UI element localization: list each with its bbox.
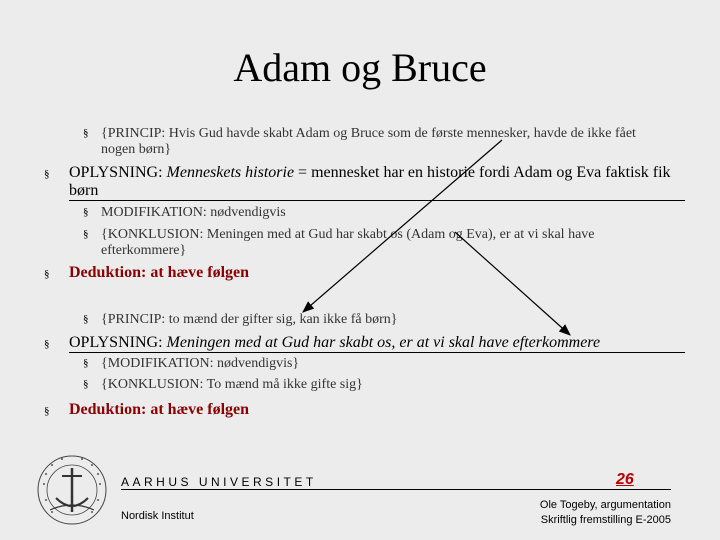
course-line: Skriftlig fremstilling E-2005 xyxy=(540,514,671,526)
author-line: Ole Togeby, argumentation xyxy=(539,499,671,511)
arrow-principle xyxy=(303,140,502,312)
bullet-icon: § xyxy=(83,228,89,240)
arrow-conclusion xyxy=(455,232,570,335)
list-item: OPLYSNING: Meningen med at Gud har skabt os, er at vi skal have efterkommere xyxy=(69,334,601,351)
slide-title: Adam og Bruce xyxy=(233,45,487,90)
bullet-icon: § xyxy=(44,338,50,350)
list-item: Deduktion: at hæve følgen xyxy=(69,401,250,418)
list-item: MODIFIKATION: nødvendigvis xyxy=(101,205,286,220)
bullet-icon: § xyxy=(83,313,89,325)
bullet-icon: § xyxy=(83,378,89,390)
bullet-icon: § xyxy=(44,405,50,417)
bullet-icon: § xyxy=(44,268,50,280)
university-seal-icon xyxy=(36,454,108,526)
university-name: AARHUS UNIVERSITET xyxy=(121,475,317,489)
bullet-icon: § xyxy=(44,168,50,180)
list-item: {KONKLUSION: Meningen med at Gud har skabt os (Adam og Eva), er at vi skal have efterkommere} xyxy=(101,227,595,258)
bullet-icon: § xyxy=(83,357,89,369)
list-item: {PRINCIP: Hvis Gud havde skabt Adam og Bruce som de første mennesker, havde de ikke fået nogen børn} xyxy=(101,126,636,157)
list-item: {MODIFIKATION: nødvendigvis} xyxy=(101,356,300,371)
list-item: {PRINCIP: to mænd der gifter sig, kan ikke få børn} xyxy=(101,312,398,327)
page-number: 26 xyxy=(616,471,634,488)
list-item: OPLYSNING: Menneskets historie = mennesket har en historie fordi Adam og Eva faktisk fik børn xyxy=(69,164,671,199)
list-item: Deduktion: at hæve følgen xyxy=(69,264,250,281)
bullet-icon: § xyxy=(83,206,89,218)
footer-divider xyxy=(121,489,671,490)
list-item: {KONKLUSION: To mænd må ikke gifte sig} xyxy=(101,377,363,392)
institute-name: Nordisk Institut xyxy=(121,510,194,522)
bullet-icon: § xyxy=(83,127,89,139)
